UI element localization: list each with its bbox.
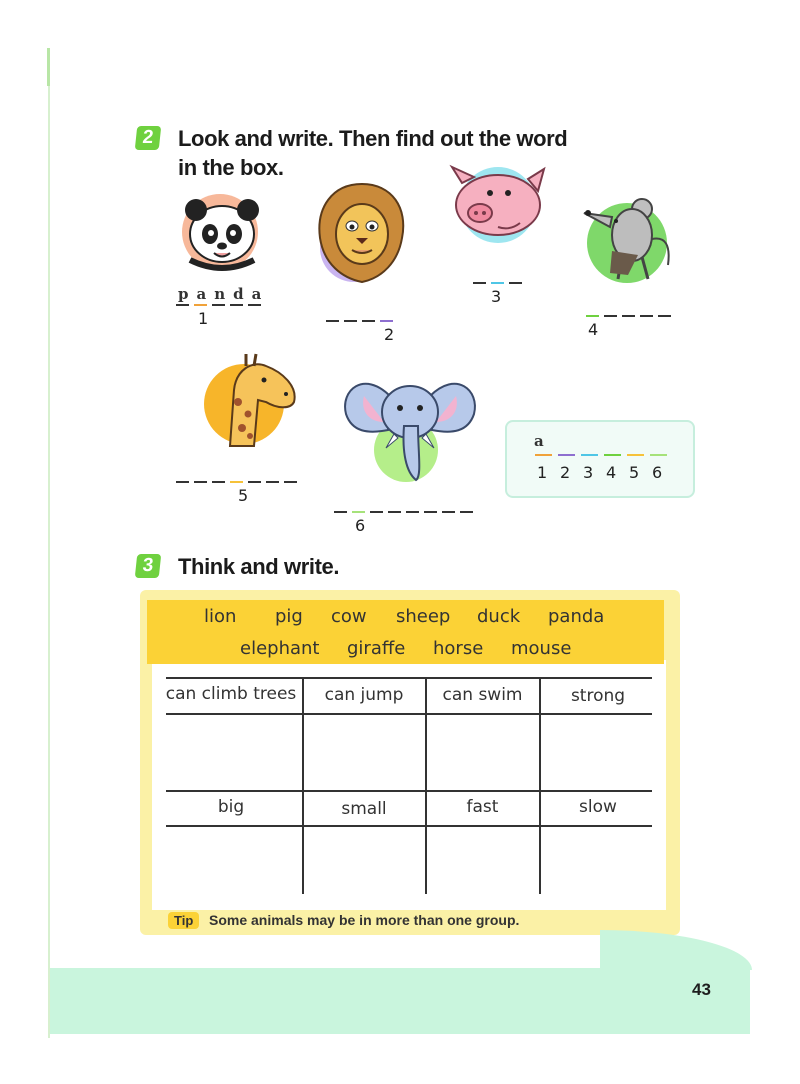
word-bank-word: lion [204,606,237,627]
word-bank-word: mouse [511,638,572,659]
table-divider [302,678,304,894]
section-3-badge: 3 [135,554,162,578]
item-number-4: 4 [588,320,599,339]
word-bank-word: pig [275,606,303,627]
table-line [166,790,652,792]
section-2-heading-line1: Look and write. Then find out the word [178,126,568,151]
mouse-picture [582,195,677,285]
table-line [166,677,652,679]
table-header-cell: strong [570,686,626,706]
tip-text: Some animals may be in more than one group. [209,912,520,928]
hidden-word-position-1: 1 [537,463,548,482]
page-footer [50,968,750,1034]
hidden-word-position-3: 3 [583,463,594,482]
table-header-cell: small [341,799,387,819]
table-line [166,713,652,715]
hidden-word-position-4: 4 [606,463,617,482]
table-divider [539,678,541,894]
tip-badge: Tip [168,912,199,929]
answer-6-blanks[interactable] [334,511,478,513]
hidden-word-first-letter: a [534,432,544,450]
answer-5-blanks[interactable] [176,481,302,483]
table-divider [425,678,427,894]
section-2-heading-line2: in the box. [178,155,284,180]
panda-picture [180,190,266,276]
word-bank-word: horse [433,638,484,659]
table-header-cell: slow [579,797,617,817]
page-margin-accent [47,48,50,86]
table-header-cell: can climb trees [165,684,297,704]
section-2-badge: 2 [135,126,162,150]
pig-picture [448,165,548,245]
table-header-cell: can swim [442,685,523,705]
page-margin-line [48,48,50,1038]
word-bank-word: sheep [396,606,451,627]
answer-1-blanks[interactable] [176,304,266,306]
page-number: 43 [692,980,711,999]
hidden-word-position-5: 5 [629,463,640,482]
item-number-6: 6 [355,516,366,535]
table-header-cell: big [217,797,245,817]
item-number-1: 1 [198,309,209,328]
item-number-2: 2 [384,325,395,344]
giraffe-picture [200,350,300,450]
word-bank-word: giraffe [347,638,406,659]
word-bank-word: panda [548,606,605,627]
answer-3-blanks[interactable] [473,282,527,284]
word-bank-word: duck [477,606,521,627]
answer-2-blanks[interactable] [326,320,398,322]
item-number-5: 5 [238,486,249,505]
lion-picture [312,178,412,288]
answer-4-blanks[interactable] [586,315,676,317]
word-bank-word: cow [331,606,367,627]
table-header-cell: fast [466,797,499,817]
hidden-word-position-6: 6 [652,463,663,482]
footer-curve [600,930,752,970]
elephant-picture [340,372,480,484]
answer-1-letters: panda [178,285,270,303]
section-3-heading: Think and write. [178,554,340,579]
hidden-word-position-2: 2 [560,463,571,482]
table-header-cell: can jump [324,685,404,705]
hidden-word-blanks[interactable] [535,454,673,456]
word-bank-word: elephant [240,638,320,659]
table-line [166,825,652,827]
item-number-3: 3 [491,287,502,306]
